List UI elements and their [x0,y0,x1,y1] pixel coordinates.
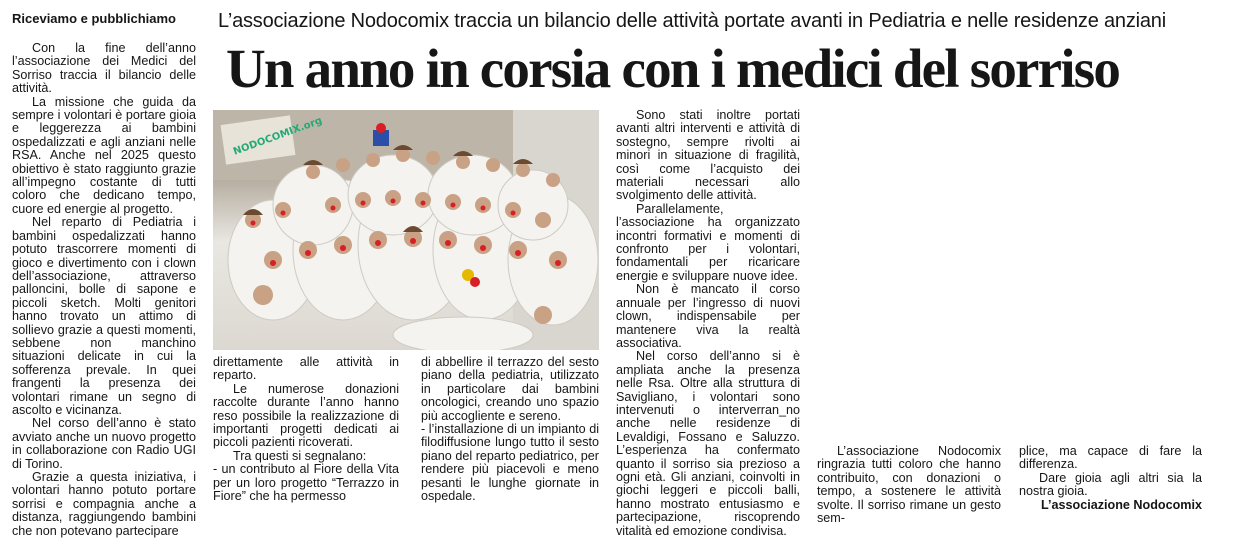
signature: L’associazione Nodocomix [1041,497,1202,512]
paragraph: di abbellire il terrazzo del sesto piano della pediatria, utilizzato in particolare dai bambini oncologici, creando uno spazio più accogliente e sereno. [421,355,599,423]
paragraph: direttamente alle attività in reparto. [213,355,399,383]
paragraph: Non è mancato il corso annuale per l’ingresso di nuovi clown, indispensabile per mantenere viva la realtà associativa. [616,282,800,350]
overline: L’associazione Nodocomix traccia un bilancio delle attività portate avanti in Pediatria e nelle residenze anziani [218,10,1166,32]
paragraph: La missione che guida da sempre i volontari è portare gioia e leggerezza ai bambini ospedalizzati e agli anziani nelle RSA. Anche nel 2025 questo obiettivo è stato raggiunto grazie all’impegno costante di tutti coloro che dedicano tempo, cuore ed energie al progetto. [12,94,196,216]
paragraph: Nel corso dell’anno è stato avviato anche un nuovo progetto in collaborazione con Radio UGI di Torino. [12,416,196,471]
paragraph: Parallelamente, l’associazione ha organizzato incontri formativi e momenti di confronto per i volontari, fondamentali per ricaricare energie e sviluppare nuove idee. [616,201,800,283]
column-3 [421,356,599,503]
paragraph: Dare gioia agli altri sia la nostra gioia. [1019,470,1202,499]
column-1 [12,42,196,538]
column-2 [213,356,399,503]
paragraph: Con la fine dell’anno l’associazione dei Medici del Sorriso traccia il bilancio delle attività. [12,41,196,96]
paragraph: Grazie a questa iniziativa, i volontari hanno potuto portare sorrisi e compagnia anche a distanza, raggiungendo bambini che non potevano partecipare [12,470,196,538]
paragraph: Sono stati inoltre portati avanti altri interventi e attività di sostegno, sempre rivolti ai minori in situazione di fragilità, così come l’acquisto dei materiali necessari allo svolgimento delle attività. [616,108,800,203]
paragraph: plice, ma capace di fare la differenza. [1019,444,1202,472]
column-6 [1019,445,1202,512]
paragraph: Tra questi si segnalano: [233,448,367,463]
paragraph: L’associazione Nodocomix ringrazia tutti coloro che hanno contribuito, con donazioni o tempo, a sostenere le attività svolte. Il sorriso rimane un gesto sem- [817,444,1001,526]
column-5 [817,445,1001,525]
group-photo-illustration [213,110,599,350]
headline: Un anno in corsia con i medici del sorriso [226,38,1120,99]
paragraph: - l’installazione di un impianto di filodiffusione lungo tutto il sesto piano del reparto pediatrico, per rendere più piacevoli e meno pesanti le lunghe giornate in ospedale. [421,422,599,504]
paragraph: Nel corso dell’anno si è ampliata anche la presenza nelle Rsa. Oltre alla struttura di Savigliano, i volontari sono intervenuti o interverran_no anche nelle residenze di Levaldigi, Fossano e Saluzzo. L’esperienza ha confermato quanto il sorriso sia prezioso a ogni età. Gli anziani, coinvolti in giochi leggeri e piccoli balli, hanno mostrato entusiasmo e partecipazione, riscoprendo vitalità ed emozione condivisa. [616,349,800,538]
paragraph: Nel reparto di Pediatria i bambini ospedalizzati hanno potuto trascorrere momenti di gioco e divertimento con i clown dell’associazione, attraverso palloncini, bolle di sapone e piccoli sketch. Molti genitori hanno trovato un attimo di sollievo grazie a questi momenti, sebbene non manchino situazioni delicate in cui la sofferenza prevale. In quei frangenti la presenza dei volontari rimane un segno di ascolto e vicinanza. [12,215,196,417]
group-photo [213,110,599,350]
paragraph: Le numerose donazioni raccolte durante l’anno hanno reso possibile la realizzazione di importanti progetti dedicati ai piccoli pazienti ricoverati. [213,381,399,450]
column-4 [616,109,800,538]
section-label: Riceviamo e pubblichiamo [12,11,176,26]
banner-text: NODOCOMIX.org [231,115,324,158]
paragraph: - un contributo al Fiore della Vita per un loro progetto “Terrazzo in Fiore” che ha permesso [213,462,399,504]
